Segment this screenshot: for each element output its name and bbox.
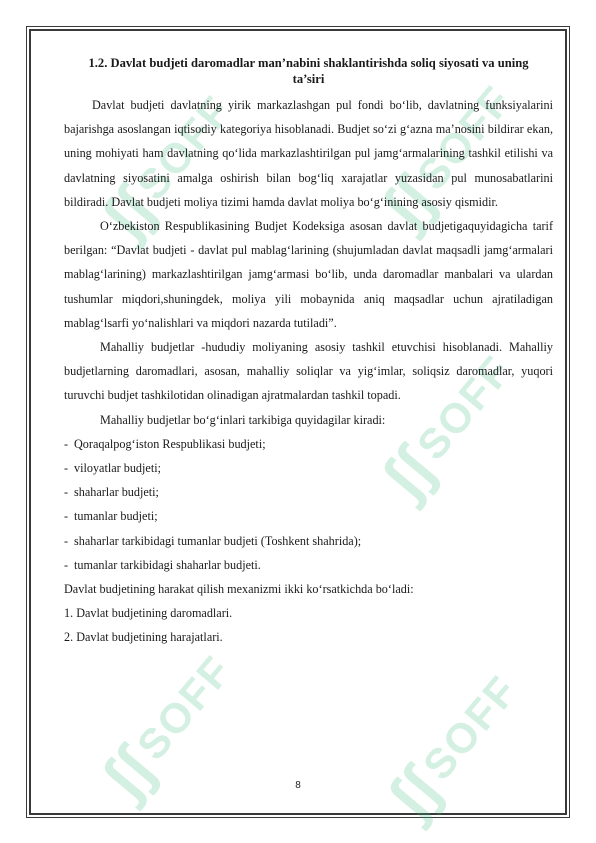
list-item: - viloyatlar budjeti; (64, 456, 553, 480)
watermark-text: SOFF (407, 346, 521, 469)
list-bullet: - (64, 557, 69, 572)
watermark-text: SOFF (127, 86, 241, 209)
watermark-logo-icon: ʃʃ (88, 735, 169, 812)
list-bullet: - (64, 485, 69, 500)
watermark-text: SOFF (413, 666, 527, 789)
watermark-logo-icon: ʃʃ (374, 755, 455, 832)
list-item: - tumanlar tarkibidagi shaharlar budjeti. (64, 553, 553, 577)
budget-levels-list (64, 432, 553, 577)
paragraph-mechanism: Davlat budjetining harakat qilish mexanizmi ikki ko‘rsatkichda bo‘ladi: (64, 582, 414, 597)
list-bullet: - (64, 436, 69, 451)
watermark-text: SOFF (407, 76, 521, 199)
list-bullet: - (64, 509, 69, 524)
paragraph-local-budgets: Mahalliy budjetlar -hududiy moliyaning asosiy tashkil etuvchisi hisoblanadi. Mahalliy budjetlarning daromadlari, asosan, mahalliy soliqlar va yig‘imlar, soliqsiz daromadlar, yuqori turuvchi budjet tashkilotidan olinadigan ajratmalardan tashkil topadi. (64, 340, 553, 403)
document-body (64, 55, 553, 650)
list-bullet: - (64, 461, 69, 476)
section-title: 1.2. Davlat budjeti daromadlar man’nabini shaklantirishda soliq siyosati va uning ta’siri (88, 56, 529, 86)
list-item: - tumanlar budjeti; (64, 504, 553, 528)
list-item: - shaharlar tarkibidagi tumanlar budjeti (Toshkent shahrida); (64, 529, 553, 553)
list-item: - shaharlar budjeti; (64, 480, 553, 504)
list-item: - Qoraqalpog‘iston Respublikasi budjeti; (64, 432, 553, 456)
paragraph-list-intro: Mahalliy budjetlar bo‘g‘inlari tarkibiga quyidagilar kiradi: (100, 412, 386, 427)
watermark-logo-icon: ʃʃ (368, 435, 449, 512)
numbered-item-expenditures: 2. Davlat budjetining harajatlari. (64, 630, 223, 645)
watermark-logo-icon: ʃʃ (88, 175, 169, 252)
page-number: 8 (295, 780, 301, 791)
list-bullet: - (64, 533, 69, 548)
watermark-text: SOFF (127, 646, 241, 769)
paragraph-budget-code: O‘zbekiston Respublikasining Budjet Kodeksiga asosan davlat budjetigaquyidagicha tarif berilgan: “Davlat budjeti - davlat pul mablag‘larining (shujumladan davlat maqsadli jamg‘armalari mablag‘larining) markazlashtirilgan jamg‘armasi bo‘lib, unda daromadlar manbalari va ulardan tushumlar miqdori,shuningdek, moliya yili mobaynida aniq maqsadlar uchun ajratiladigan mablag‘lsarfi yo‘nalishlari va miqdori nazarda tutiladi”. (64, 219, 553, 330)
numbered-item-revenues: 1. Davlat budjetining daromadlari. (64, 606, 233, 621)
paragraph-budget-definition: Davlat budjeti davlatning yirik markazlashgan pul fondi bo‘lib, davlatning funksiyalarini bajarishga asoslangan iqtisodiy kategoriya hisoblanadi. Budjet so‘zi g‘azna ma’nosini bildirar ekan, uning mohiyati ham davlatning qo‘lida markazlashtirilgan pul jamg‘armalarining tashkil etilishi va davlatning siyosatini amalga oshirish bilan bog‘liq xarajatlar yuzasidan pul munosabatlarini bildiradi. Davlat budjeti moliya tizimi hamda davlat moliya bo‘g‘inining asosiy qismidir. (64, 98, 553, 209)
watermark-logo-icon: ʃʃ (368, 165, 449, 242)
